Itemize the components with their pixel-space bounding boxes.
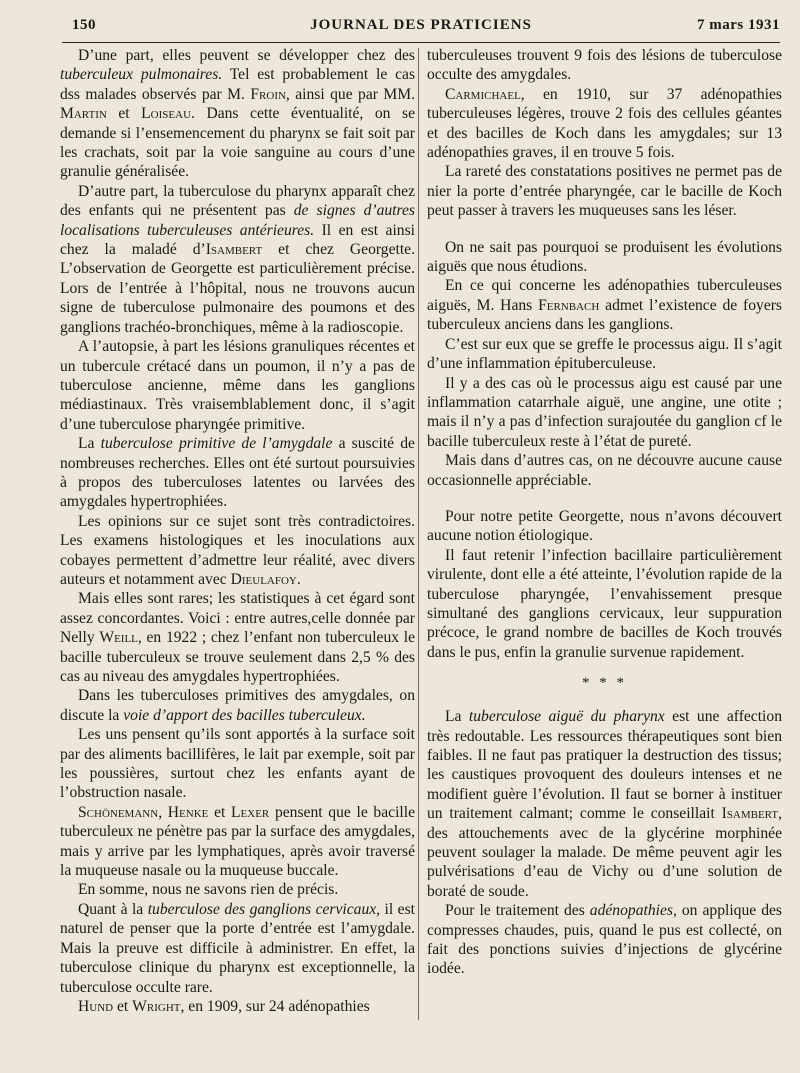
paragraph: La tuberculose aiguë du pharynx est une affection très redoutable. Les ressources thérapeutiques sont bien faibles. Il ne faut pas pratiquer la destruction des tissus; les caustiques provoquent des douleurs intenses et ne modifient guère l’évolution. Il faut se borner à instituer un traitement calmant; comme le conseillait Isambert, des attouchements avec de la glycérine morphinée peuvent soulager la malade. De même peuvent agir les pulvérisations d’eau de Vichy ou d’une solution de boraté de soude. [427,708,782,900]
paragraph: D’une part, elles peuvent se développer chez des tuberculeux pulmonaires. Tel est probablement le cas dss malades observés par M. Froin, ainsi que par MM. Martin et Loiseau. Dans cette éventualité, on se demande si l’ensemencement du pharynx se fait soit par les crachats, soit par la voie sanguine au cours d’une granulie généralisée. [60,47,416,181]
author-name: Hund [78,997,114,1015]
author-name: Dieulafoy [230,570,297,588]
paragraph: tuberculeuses trouvent 9 fois des lésions de tuberculose occulte des amygdales. [427,47,782,84]
paragraph: Schönemann, Henke et Lexer pensent que le bacille tuberculeux ne pénètre pas par la surface des amygdales, mais y arrive par les lymphatiques, après avoir traversé la muqueuse nasale ou la muqueuse buccale. [60,803,415,880]
author-name: Froin [250,85,286,103]
paragraph: Il faut retenir l’infection bacillaire particulièrement virulente, dont elle a été atteinte, l’évolution rapide de la tuberculose pharyngée, l’envahissement presque simultané des ganglions cervicaux, leur suppuration précoce, le grand nombre de bacilles de Koch trouvés dans le pus, enfin la granulie survenue rapidement. [427,546,782,661]
author-name: Martin [60,105,107,123]
paragraph: On ne sait pas pourquoi se produisent les évolutions aiguës que nous étudions. [427,238,782,276]
left-column [60,46,415,1016]
paragraph: La tuberculose primitive de l’amygdale a suscité de nombreuses recherches. Elles ont été surtout poursuivies à propos des tuberculoses latentes ou larvées des amygdales hypertrophiées. [60,435,415,511]
author-name: Loiseau [141,105,192,123]
page-header [62,10,780,43]
paragraph: Les uns pensent qu’ils sont apportés à la surface soit par des aliments bacillifères, le lait par exemple, soit par les poussières, surtout chez les enfants ayant de l’obstruction nasale. [60,726,415,802]
paragraph: D’autre part, la tuberculose du pharynx apparaît chez des enfants qui ne présentent pas de signes d’autres localisations tuberculeuses antérieures. Il en est ainsi chez la maladé d’Isambert et chez Georgette. L’observation de Georgette est particulièrement précise. Lors de l’entrée à l’hôpital, nous ne trouvons aucun signe de tuberculose pulmonaire des poumons et des ganglions trachéo-bronchiques, même à la radioscopie. [60,182,415,336]
author-name: Isambert [205,241,263,259]
paragraph: Pour notre petite Georgette, nous n’avons découvert aucune notion étiologique. [427,507,782,545]
author-name: Weill [99,629,138,647]
paragraph: Dans les tuberculoses primitives des amygdales, on discute la voie d’apport des bacilles tuberculeux. [60,687,415,724]
author-name: Fernbach [538,296,600,314]
paragraph: La rareté des constatations positives ne permet pas de nier la porte d’entrée pharyngée, car le bacille de Koch peut passer à travers les muqueuses sans les léser. [427,163,782,220]
paragraph: Hund et Wright, en 1909, sur 24 adénopathies [78,997,370,1015]
paragraph: C’est sur eux que se greffe le processus aigu. Il s’agit d’une inflammation épituberculeuse. [427,335,782,373]
author-name: Lexer [231,803,270,821]
author-name: Schönemann [78,803,159,821]
issue-date: 7 mars 1931 [697,17,780,33]
journal-title: JOURNAL DES PRATICIENS [310,17,532,33]
paragraph: En ce qui concerne les adénopathies tuberculeuses aiguës, M. Hans Fernbach admet l’existence de foyers tuberculeux anciens dans les ganglions. [427,277,782,334]
page-number: 150 [72,17,96,33]
paragraph: Carmichael, en 1910, sur 37 adénopathies tuberculeuses légères, trouve 2 fois des cellules géantes et des bacilles de Koch dans les amygdales; sur 13 adénopathies graves, il en trouve 5 fois. [427,85,782,162]
author-name: Carmichael [445,85,521,103]
section-separator: * * * [582,675,627,692]
paragraph: Pour le traitement des adénopathies, on applique des compresses chaudes, puis, quand le pus est collecté, on fait des ponctions suivies d’injections de glycérine iodée. [427,902,782,978]
right-column [427,46,782,979]
paragraph: A l’autopsie, à part les lésions granuliques récentes et un tubercule crétacé dans un poumon, il n’y a pas de tuberculose ancienne, même dans les ganglions médiastinaux. Très vraisemblablement donc, il s’agit d’une tuberculose pharyngée primitive. [60,338,415,433]
author-name: Wright [132,997,181,1015]
column-divider [418,48,419,1020]
paragraph: Les opinions sur ce sujet sont très contradictoires. Les examens histologiques et les inoculations aux cobayes permettent d’admettre leur réalité, avec divers auteurs et notamment avec Dieulafoy. [60,512,415,588]
paragraph: En somme, nous ne savons rien de précis. [78,881,339,899]
paragraph: Mais elles sont rares; les statistiques à cet égard sont assez concordantes. Voici : entre autres,celle donnée par Nelly Weill, en 1922 ; chez l’enfant non tuberculeux le bacille tuberculeux se trouve seulement dans 2,5 % des cas au niveau des amygdales hypertrophiées. [60,590,416,685]
paragraph: Mais dans d’autres cas, on ne découvre aucune cause occasionnelle appréciable. [427,452,782,489]
author-name: Henke [167,803,209,821]
paragraph: Il y a des cas où le processus aigu est causé par une inflammation catarrhale aiguë, une angine, une otite ; mais il n’y a pas d’infection surajoutée du ganglion cf le bacille tuberculeux reste à l’état de pureté. [427,374,782,450]
paragraph: Quant à la tuberculose des ganglions cervicaux, il est naturel de penser que la porte d’entrée est l’amygdale. Mais la preuve est difficile à administrer. En effet, la tuberculose clinique du pharynx est exceptionnelle, la tuberculose occulte rare. [60,900,415,996]
author-name: Isambert [721,805,779,823]
